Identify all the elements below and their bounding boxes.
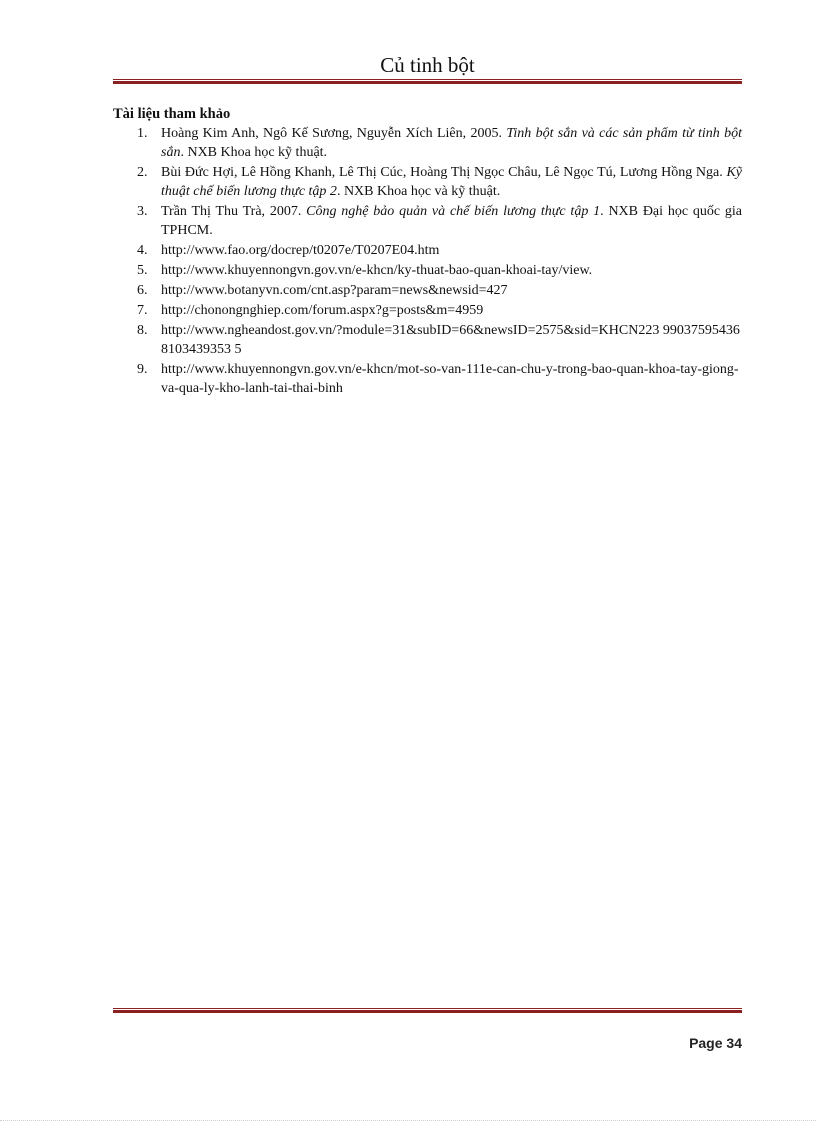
reference-book-title: Tinh bột sắn và các sản phẩm từ tinh bột sắn: [161, 126, 742, 160]
reference-text: [161, 124, 742, 162]
reference-item-4: [113, 241, 742, 260]
reference-item-2: [113, 163, 742, 201]
reference-item-6: [113, 281, 742, 300]
reference-number: 1.: [137, 126, 148, 141]
reference-url[interactable]: http://chonongnghiep.com/forum.aspx?g=posts&m=4959: [161, 303, 484, 318]
page-number: Page 34: [689, 1035, 742, 1051]
reference-number: 6.: [137, 283, 148, 298]
reference-url[interactable]: http://www.khuyennongvn.gov.vn/e-khcn/ky-thuat-bao-quan-khoai-tay/view.: [161, 263, 593, 278]
reference-url[interactable]: http://www.ngheandost.gov.vn/?module=31&subID=66&newsID=2575&sid=KHCN223 990375954368103439353 5: [161, 323, 740, 357]
page-header-title: Củ tinh bột: [380, 53, 475, 77]
reference-authors: Bùi Đức Hợi, Lê Hồng Khanh, Lê Thị Cúc, Hoàng Thị Ngọc Châu, Lê Ngọc Tú, Lương Hồng Nga.: [161, 165, 727, 180]
reference-item-5: [113, 261, 742, 280]
reference-url[interactable]: http://www.khuyennongvn.gov.vn/e-khcn/mot-so-van-111e-can-chu-y-trong-bao-quan-khoa-tay-giong-va-qua-ly-kho-lanh-tai-thai-binh: [161, 362, 739, 396]
reference-number: 7.: [137, 303, 148, 318]
reference-authors: Hoàng Kim Anh, Ngô Kế Sương, Nguyễn Xích Liên, 2005.: [161, 126, 507, 141]
reference-item-1: [113, 124, 742, 162]
reference-number: 4.: [137, 243, 148, 258]
reference-authors: Trần Thị Thu Trà, 2007.: [161, 204, 307, 219]
footer-divider: [113, 1008, 742, 1013]
references-list: [113, 124, 742, 399]
reference-text: [161, 202, 742, 240]
references-heading: Tài liệu tham khảo: [113, 106, 231, 122]
page-edge-divider: [0, 1120, 816, 1121]
reference-number: 2.: [137, 165, 148, 180]
reference-item-8: [113, 321, 742, 359]
reference-publisher: . NXB Khoa học kỹ thuật.: [180, 145, 328, 160]
reference-publisher: . NXB Khoa học và kỹ thuật.: [336, 184, 501, 199]
reference-item-9: [113, 360, 742, 398]
reference-number: 5.: [137, 263, 148, 278]
reference-number: 3.: [137, 204, 148, 219]
reference-book-title: Công nghệ bảo quản và chế biến lương thực tập 1: [306, 204, 601, 219]
reference-url[interactable]: http://www.fao.org/docrep/t0207e/T0207E04.htm: [161, 243, 440, 258]
reference-url[interactable]: http://www.botanyvn.com/cnt.asp?param=news&newsid=427: [161, 283, 508, 298]
reference-text: [161, 163, 742, 201]
header-divider: [113, 79, 742, 84]
reference-number: 8.: [137, 323, 148, 338]
reference-book-title: Kỹ thuật chế biến lương thực tập 2: [161, 165, 742, 199]
reference-number: 9.: [137, 362, 148, 377]
reference-item-3: [113, 202, 742, 240]
reference-publisher: . NXB Đại học quốc gia TPHCM.: [161, 204, 742, 238]
reference-item-7: [113, 301, 742, 320]
